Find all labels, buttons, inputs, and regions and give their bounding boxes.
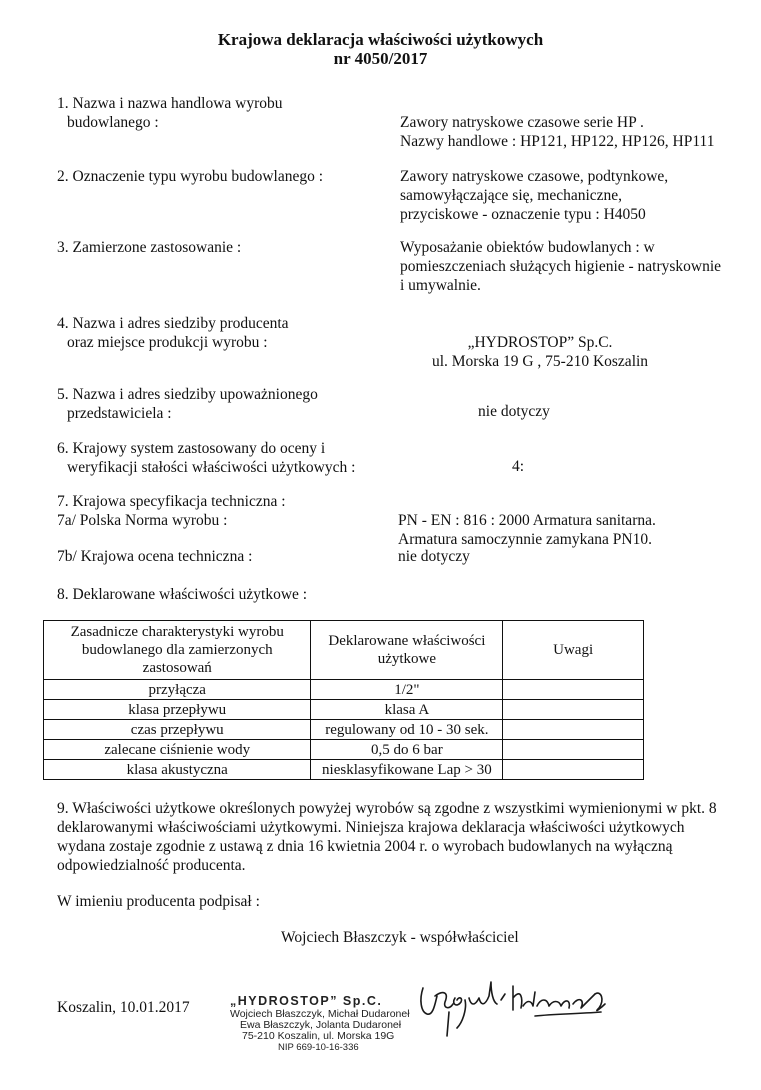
table-cell-value: 1/2" [311,680,503,700]
handwritten-signature [405,978,625,1038]
table-cell-value: regulowany od 10 - 30 sek. [311,720,503,740]
table-row [44,680,644,700]
item-7a-value-line: Armatura samoczynnie zamykana PN10. [398,531,652,548]
item-4-label-line: oraz miejsce produkcji wyrobu : [67,334,268,351]
table-cell-characteristic: klasa akustyczna [44,760,311,780]
table-cell-note [503,740,644,760]
statement-line: deklarowanymi właściwościami użytkowymi. Niniejsza krajowa deklaracja właściwości użytkowych [57,819,685,836]
table-header-cell: Zasadnicze charakterystyki wyrobu budowlanego dla zamierzonych zastosowań [44,621,311,680]
signer-name-text: Wojciech Błaszczyk - współwłaściciel [281,929,519,946]
signed-intro: W imieniu producenta podpisał : [57,893,260,910]
item-2-value [400,167,668,224]
item-7b-label-line: 7b/ Krajowa ocena techniczna : [57,548,253,565]
table-cell-value: 0,5 do 6 bar [311,740,503,760]
signer-name [281,928,519,947]
item-2-value-line: samowyłączające się, mechaniczne, [400,187,623,204]
document-title [0,30,761,68]
table-row [44,760,644,780]
table-cell-characteristic: czas przepływu [44,720,311,740]
table-cell-note [503,680,644,700]
item-5-label [57,385,318,423]
item-8-label [57,585,307,604]
item-4-value-line: ul. Morska 19 G , 75-210 Koszalin [431,353,649,370]
item-1-label-line: 1. Nazwa i nazwa handlowa wyrobu [57,95,283,112]
table-cell-note [503,700,644,720]
stamp-line: Ewa Błaszczyk, Jolanta Dudaroneł [240,1019,402,1031]
stamp-line: Wojciech Błaszczyk, Michał Dudaroneł [230,1008,410,1020]
item-5-label-line: przedstawiciela : [67,405,172,422]
item-7a-label: 7a/ Polska Norma wyrobu : [57,512,228,529]
item-5-label-line: 5. Nazwa i adres siedziby upoważnionego [57,386,318,403]
properties-table [43,620,644,780]
table-row [44,740,644,760]
item-2-label [57,167,323,186]
item-3-label [57,238,241,257]
table-cell-value: niesklasyfikowane Lap > 30 [311,760,503,780]
item-4-label-line: 4. Nazwa i adres siedziby producenta [57,315,289,332]
item-7b-value [398,547,470,566]
table-cell-note [503,760,644,780]
stamp-company-name: „HYDROSTOP” Sp.C. [230,994,383,1008]
table-cell-value: klasa A [311,700,503,720]
table-cell-note [503,720,644,740]
item-7b-value-line: nie dotyczy [398,548,470,565]
title-line-2: nr 4050/2017 [333,49,428,68]
table-header-row [44,621,644,680]
item-5-value [400,402,628,421]
title-line-1: Krajowa deklaracja właściwości użytkowych [217,30,544,49]
item-7-label [57,492,286,530]
item-4-value-line: „HYDROSTOP” Sp.C. [467,334,613,351]
item-8-label-line: 8. Deklarowane właściwości użytkowe : [57,586,308,603]
item-6-label [57,439,355,477]
item-1-label-line: budowlanego : [67,114,159,131]
conformity-statement [57,799,717,875]
item-7b-label [57,547,252,566]
table-header-cell: Uwagi [503,621,644,680]
item-6-label-line: weryfikacji stałości właściwości użytkowych : [67,459,356,476]
item-1-label [57,94,283,132]
table-row [44,700,644,720]
item-5-value-line: nie dotyczy [478,403,550,420]
item-3-label-line: 3. Zamierzone zastosowanie : [57,239,242,256]
item-6-value [512,457,524,476]
item-3-value-line: Wyposażanie obiektów budowlanych : w [400,239,655,256]
item-4-label [57,314,289,352]
statement-line: 9. Właściwości użytkowe określonych powyżej wyrobów są zgodne z wszystkimi wymienionymi w pkt. 8 [57,800,717,817]
table-header-cell: Deklarowane właściwości użytkowe [311,621,503,680]
item-2-value-line: Zawory natryskowe czasowe, podtynkowe, [400,168,669,185]
item-6-value-line: 4: [512,458,525,475]
table-row [44,720,644,740]
item-2-value-line: przyciskowe - oznaczenie typu : H4050 [400,206,646,223]
item-6-label-line: 6. Krajowy system zastosowany do oceny i [57,440,326,457]
item-1-value-line: Zawory natryskowe czasowe serie HP . [400,114,644,131]
item-7a-value-line: PN - EN : 816 : 2000 Armatura sanitarna. [398,512,656,529]
item-7-label-line: 7. Krajowa specyfikacja techniczna : [57,493,286,510]
statement-line: odpowiedzialność producenta. [57,857,246,874]
company-stamp [230,996,410,1053]
table-cell-characteristic: zalecane ciśnienie wody [44,740,311,760]
item-3-value-line: i umywalnie. [400,277,481,294]
item-2-label-line: 2. Oznaczenie typu wyrobu budowlanego : [57,168,324,185]
statement-line: wydana zostaje zgodnie z ustawą z dnia 16 kwietnia 2004 r. o wyrobach budowlanych na wyłączną [57,838,673,855]
item-3-value [400,238,721,295]
item-3-value-line: pomieszczeniach służących higienie - natryskownie [400,258,722,275]
place-date-text: Koszalin, 10.01.2017 [57,999,190,1016]
stamp-line: 75-210 Koszalin, ul. Morska 19G [242,1030,395,1042]
item-1-value-line: Nazwy handlowe : HP121, HP122, HP126, HP111 [400,133,715,150]
table-cell-characteristic: przyłącza [44,680,311,700]
signed-on-behalf-label [57,892,260,911]
stamp-line: NIP 669-10-16-336 [278,1042,359,1053]
item-1-value [400,113,714,151]
item-7a-value [398,511,656,549]
place-date [57,998,190,1017]
item-4-value [400,333,680,371]
table-cell-characteristic: klasa przepływu [44,700,311,720]
